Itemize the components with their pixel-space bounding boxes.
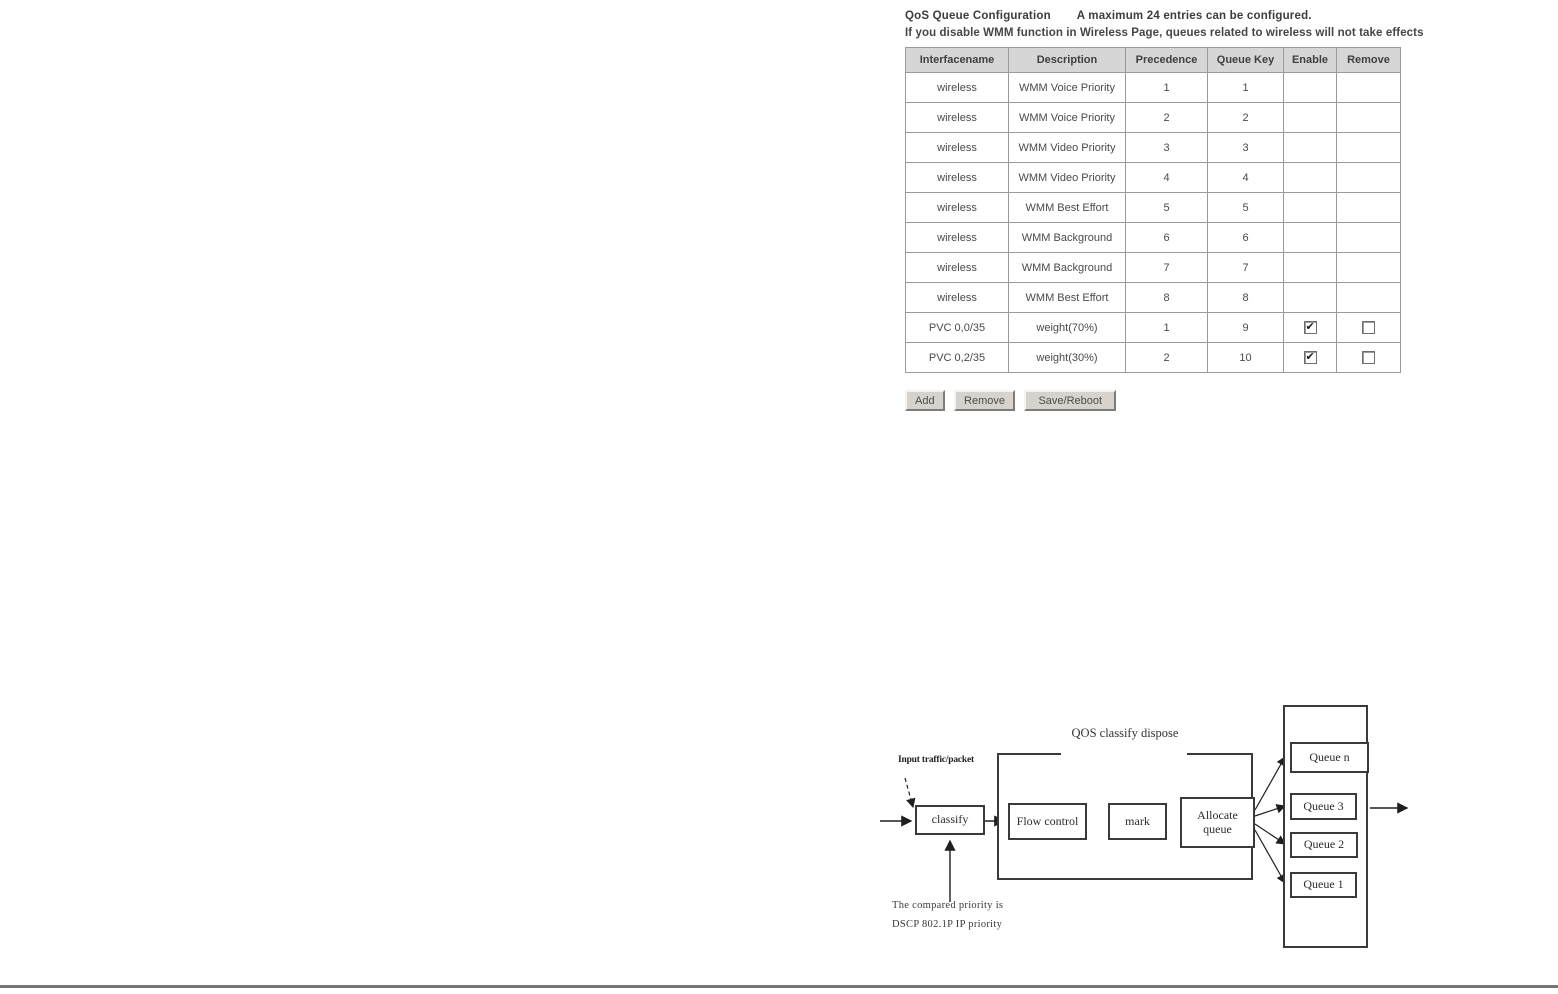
priority-note-line2: DSCP 802.1P IP priority xyxy=(892,919,1003,930)
precedence-cell: 4 xyxy=(1126,163,1208,193)
precedence-cell: 1 xyxy=(1126,73,1208,103)
queue-key-cell: 10 xyxy=(1208,343,1284,373)
table-row xyxy=(906,283,1401,313)
classify-box: classify xyxy=(915,805,985,835)
remove-button[interactable]: Remove xyxy=(954,390,1015,411)
interface-cell: wireless xyxy=(906,283,1009,313)
remove-cell xyxy=(1337,133,1401,163)
interface-cell: wireless xyxy=(906,103,1009,133)
page-header xyxy=(905,10,1545,39)
col-precedence: Precedence xyxy=(1126,48,1208,73)
interface-cell: PVC 0,0/35 xyxy=(906,313,1009,343)
precedence-cell: 3 xyxy=(1126,133,1208,163)
remove-cell xyxy=(1337,253,1401,283)
enable-cell xyxy=(1284,283,1337,313)
queue-n-box: Queue n xyxy=(1290,742,1369,773)
table-row xyxy=(906,103,1401,133)
wmm-warning-text: If you disable WMM function in Wireless Page, queues related to wireless will not take effects xyxy=(905,27,1424,39)
description-cell: weight(30%) xyxy=(1009,343,1126,373)
description-cell: WMM Best Effort xyxy=(1009,193,1126,223)
precedence-cell: 2 xyxy=(1126,343,1208,373)
interface-cell: wireless xyxy=(906,223,1009,253)
qos-queue-table xyxy=(905,47,1401,373)
enable-checkbox[interactable] xyxy=(1304,321,1317,334)
precedence-cell: 7 xyxy=(1126,253,1208,283)
interface-cell: wireless xyxy=(906,193,1009,223)
flow-control-box: Flow control xyxy=(1008,803,1087,840)
queue-key-cell: 3 xyxy=(1208,133,1284,163)
diagram-title: QOS classify dispose xyxy=(1071,726,1179,740)
table-row xyxy=(906,343,1401,373)
description-cell: WMM Background xyxy=(1009,223,1126,253)
table-row xyxy=(906,133,1401,163)
description-cell: weight(70%) xyxy=(1009,313,1126,343)
remove-cell xyxy=(1337,193,1401,223)
table-row xyxy=(906,253,1401,283)
table-row xyxy=(906,223,1401,253)
enable-cell xyxy=(1284,103,1337,133)
page-title: QoS Queue Configuration xyxy=(905,10,1051,22)
description-cell: WMM Video Priority xyxy=(1009,133,1126,163)
precedence-cell: 2 xyxy=(1126,103,1208,133)
enable-cell xyxy=(1284,223,1337,253)
interface-cell: wireless xyxy=(906,73,1009,103)
queue-key-cell: 7 xyxy=(1208,253,1284,283)
enable-cell xyxy=(1284,73,1337,103)
col-interfacename: Interfacename xyxy=(906,48,1009,73)
action-buttons xyxy=(905,390,1121,411)
table-header-row xyxy=(906,48,1401,73)
enable-checkbox[interactable] xyxy=(1304,351,1317,364)
queue-key-cell: 2 xyxy=(1208,103,1284,133)
description-cell: WMM Video Priority xyxy=(1009,163,1126,193)
remove-cell xyxy=(1337,223,1401,253)
remove-cell xyxy=(1337,103,1401,133)
interface-cell: PVC 0,2/35 xyxy=(906,343,1009,373)
input-traffic-label: Input traffic/packet xyxy=(898,755,974,765)
qos-classify-diagram xyxy=(880,695,1425,960)
queue-2-box: Queue 2 xyxy=(1290,832,1358,858)
remove-cell xyxy=(1337,73,1401,103)
save-reboot-button[interactable]: Save/Reboot xyxy=(1024,390,1116,411)
enable-cell xyxy=(1284,253,1337,283)
remove-checkbox[interactable] xyxy=(1362,321,1375,334)
queue-key-cell: 5 xyxy=(1208,193,1284,223)
description-cell: WMM Background xyxy=(1009,253,1126,283)
mark-box: mark xyxy=(1108,803,1167,840)
remove-cell xyxy=(1337,313,1401,343)
allocate-queue-box: Allocate queue xyxy=(1180,797,1255,848)
title-gap xyxy=(1061,751,1187,758)
max-entries-note: A maximum 24 entries can be configured. xyxy=(1076,10,1312,22)
enable-cell xyxy=(1284,313,1337,343)
remove-cell xyxy=(1337,283,1401,313)
queue-key-cell: 6 xyxy=(1208,223,1284,253)
table-row xyxy=(906,163,1401,193)
precedence-cell: 1 xyxy=(1126,313,1208,343)
interface-cell: wireless xyxy=(906,163,1009,193)
add-button[interactable]: Add xyxy=(905,390,945,411)
remove-cell xyxy=(1337,343,1401,373)
precedence-cell: 5 xyxy=(1126,193,1208,223)
queue-key-cell: 1 xyxy=(1208,73,1284,103)
table-row xyxy=(906,73,1401,103)
table-row xyxy=(906,313,1401,343)
priority-note xyxy=(892,896,1003,934)
table-row xyxy=(906,193,1401,223)
queue-key-cell: 8 xyxy=(1208,283,1284,313)
interface-cell: wireless xyxy=(906,253,1009,283)
bottom-divider xyxy=(0,985,1558,988)
queue-1-box: Queue 1 xyxy=(1290,872,1357,898)
enable-cell xyxy=(1284,343,1337,373)
precedence-cell: 6 xyxy=(1126,223,1208,253)
description-cell: WMM Voice Priority xyxy=(1009,73,1126,103)
col-remove: Remove xyxy=(1337,48,1401,73)
col-enable: Enable xyxy=(1284,48,1337,73)
description-cell: WMM Best Effort xyxy=(1009,283,1126,313)
remove-checkbox[interactable] xyxy=(1362,351,1375,364)
description-cell: WMM Voice Priority xyxy=(1009,103,1126,133)
precedence-cell: 8 xyxy=(1126,283,1208,313)
enable-cell xyxy=(1284,133,1337,163)
enable-cell xyxy=(1284,193,1337,223)
queue-key-cell: 4 xyxy=(1208,163,1284,193)
queue-3-box: Queue 3 xyxy=(1290,793,1357,820)
interface-cell: wireless xyxy=(906,133,1009,163)
queue-key-cell: 9 xyxy=(1208,313,1284,343)
remove-cell xyxy=(1337,163,1401,193)
col-description: Description xyxy=(1009,48,1126,73)
enable-cell xyxy=(1284,163,1337,193)
col-queue-key: Queue Key xyxy=(1208,48,1284,73)
priority-note-line1: The compared priority is xyxy=(892,900,1004,911)
